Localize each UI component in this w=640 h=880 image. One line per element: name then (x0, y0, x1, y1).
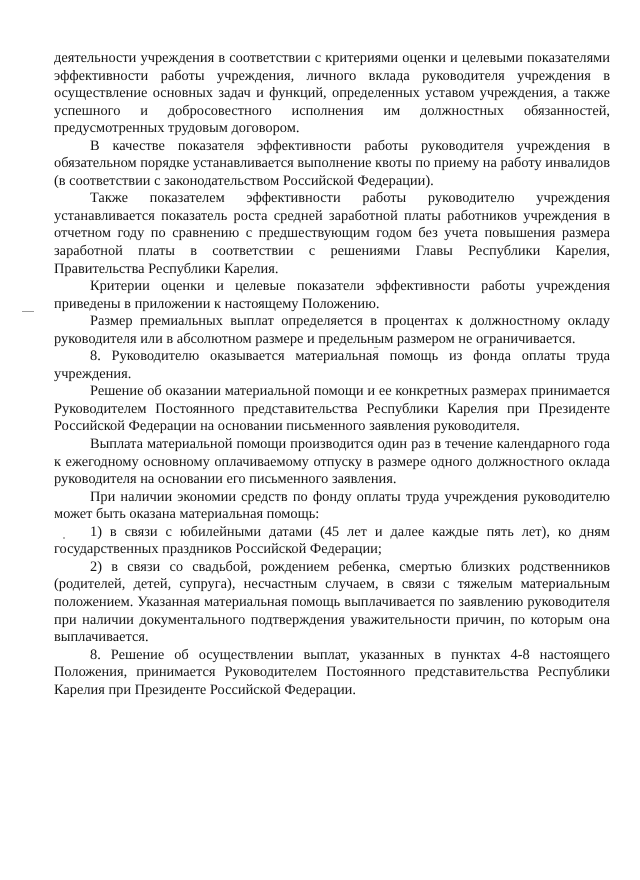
paragraph-item-8-aid: 8. Руководителю оказывается материальная помощь из фонда оплаты труда учреждения. (54, 348, 610, 382)
list-item-2: 2) в связи со свадьбой, рождением ребенка, смертью близких родственников (родителей, детей, супруга), несчастным случаем, в связи с тяжелым материальным положением. Указанная материальная помощь выплачивается по заявлению руководителя при наличии документального подтверждения уважительности причин, по которым она выплачивается. (54, 558, 610, 646)
paragraph-item-8-decision: 8. Решение об осуществлении выплат, указанных в пунктах 4-8 настоящего Положения, принимается Руководителем Постоянного представительства Республики Карелия при Президенте Российской Федерации. (54, 646, 610, 698)
paragraph-continuation: деятельности учреждения в соответствии с критериями оценки и целевыми показателями эффективности работы учреждения, личного вклада руководителя учреждения в осуществление основных задач и функций, определенных уставом учреждения, а также успешного и добросовестного исполнения им должностных обязанностей, предусмотренных трудовым договором. (54, 50, 610, 137)
paragraph-salary-growth: Также показателем эффективности работы руководителю учреждения устанавливается показатель роста средней заработной платы работников учреждения в отчетном году по сравнению с предшествующим годом без учета повышения размера заработной платы в соответствии с решениями Главы Республики Карелия, Правительства Республики Карелия. (54, 190, 610, 277)
scan-mark (374, 347, 378, 348)
scan-mark (63, 537, 65, 539)
paragraph-savings-aid: При наличии экономии средств по фонду оплаты труда учреждения руководителю может быть оказана материальная помощь: (54, 488, 610, 523)
paragraph-criteria: Критерии оценки и целевые показатели эффективности работы учреждения приведены в приложении к настоящему Положению. (54, 278, 610, 312)
paragraph-bonus-size: Размер премиальных выплат определяется в процентах к должностному окладу руководителя или в абсолютном размере и предельным размером не ограничивается. (54, 313, 610, 347)
list-item-1: 1) в связи с юбилейными датами (45 лет и далее каждые пять лет), ко дням государственных праздников Российской Федерации; (54, 523, 610, 558)
scan-mark (22, 311, 34, 312)
paragraph-aid-payment: Выплата материальной помощи производится один раз в течение календарного года к ежегодному основному оплачиваемому отпуску в размере одного должностного оклада руководителя на основании его письменного заявления. (54, 436, 610, 488)
document-body (54, 50, 610, 699)
paragraph-disability-quota: В качестве показателя эффективности работы руководителя учреждения в обязательном порядке устанавливается выполнение квоты по приему на работу инвалидов (в соответствии с законодательством Российской Федерации). (54, 137, 610, 189)
paragraph-aid-decision: Решение об оказании материальной помощи и ее конкретных размерах принимается Руководителем Постоянного представительства Республики Карелия при Президенте Российской Федерации на основании письменного заявления руководителя. (54, 383, 610, 435)
